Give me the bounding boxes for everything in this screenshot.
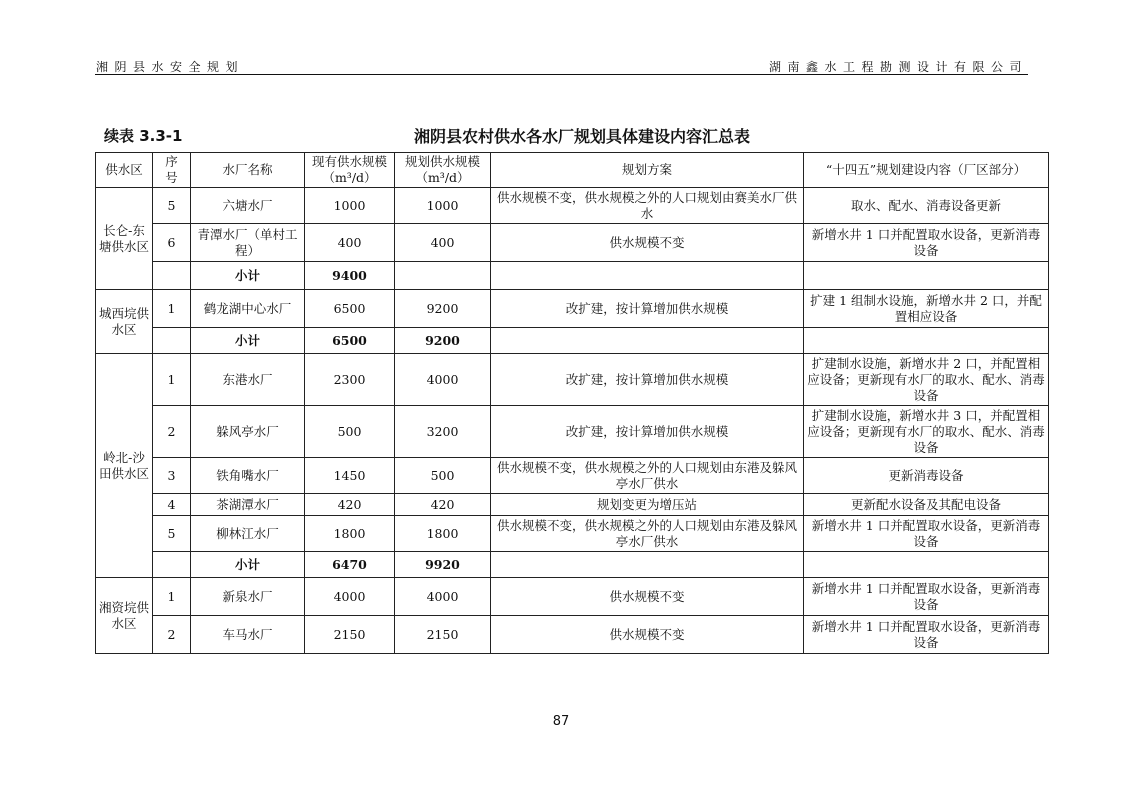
table-row	[96, 290, 1049, 328]
header-plant: 水厂名称	[191, 153, 305, 188]
planned-cell: 4000	[395, 354, 491, 406]
scheme-cell: 供水规模不变	[491, 616, 804, 654]
scheme-cell: 规划变更为增压站	[491, 494, 804, 516]
content-cell: 更新消毒设备	[804, 458, 1049, 494]
table-row	[96, 458, 1049, 494]
subtotal-label: 小计	[191, 552, 305, 578]
header-planned: 规划供水规模（m³/d）	[395, 153, 491, 188]
subtotal-row	[96, 328, 1049, 354]
planned-cell: 2150	[395, 616, 491, 654]
scheme-cell	[491, 328, 804, 354]
plant-cell: 躲风亭水厂	[191, 406, 305, 458]
scheme-cell	[491, 262, 804, 290]
scheme-cell: 供水规模不变	[491, 578, 804, 616]
content-cell: 取水、配水、消毒设备更新	[804, 188, 1049, 224]
scheme-cell: 改扩建，按计算增加供水规模	[491, 290, 804, 328]
seq-cell	[153, 262, 191, 290]
header-seq: 序号	[153, 153, 191, 188]
subtotal-row	[96, 262, 1049, 290]
existing-cell: 6500	[305, 290, 395, 328]
content-cell: 扩建制水设施，新增水井 3 口，并配置相应设备；更新现有水厂的取水、配水、消毒设备	[804, 406, 1049, 458]
seq-cell	[153, 552, 191, 578]
table-row	[96, 616, 1049, 654]
header-scheme: 规划方案	[491, 153, 804, 188]
summary-table	[95, 152, 1049, 654]
plant-cell: 车马水厂	[191, 616, 305, 654]
seq-cell: 6	[153, 224, 191, 262]
table-row	[96, 354, 1049, 406]
content-cell: 更新配水设备及其配电设备	[804, 494, 1049, 516]
seq-cell: 3	[153, 458, 191, 494]
running-header-left: 湘阴县水安全规划	[96, 60, 245, 74]
seq-cell: 5	[153, 516, 191, 552]
existing-cell: 4000	[305, 578, 395, 616]
content-cell: 新增水井 1 口并配置取水设备，更新消毒设备	[804, 516, 1049, 552]
seq-cell: 1	[153, 578, 191, 616]
plant-cell: 东港水厂	[191, 354, 305, 406]
area-cell: 城西垸供水区	[96, 290, 153, 354]
plant-cell: 新泉水厂	[191, 578, 305, 616]
plant-cell: 六塘水厂	[191, 188, 305, 224]
subtotal-label: 小计	[191, 328, 305, 354]
existing-cell: 420	[305, 494, 395, 516]
planned-cell: 500	[395, 458, 491, 494]
existing-cell: 2150	[305, 616, 395, 654]
table-row	[96, 224, 1049, 262]
seq-cell: 5	[153, 188, 191, 224]
scheme-cell: 供水规模不变，供水规模之外的人口规划由东港及躲风亭水厂供水	[491, 516, 804, 552]
planned-cell: 3200	[395, 406, 491, 458]
header-area: 供水区	[96, 153, 153, 188]
existing-cell: 1000	[305, 188, 395, 224]
planned-cell: 1800	[395, 516, 491, 552]
existing-cell: 500	[305, 406, 395, 458]
content-cell: 新增水井 1 口并配置取水设备，更新消毒设备	[804, 578, 1049, 616]
planned-cell: 1000	[395, 188, 491, 224]
running-header-right: 湖南鑫水工程勘测设计有限公司	[768, 60, 1028, 74]
subtotal-planned: 9920	[395, 552, 491, 578]
scheme-cell: 供水规模不变	[491, 224, 804, 262]
plant-cell: 茶湖潭水厂	[191, 494, 305, 516]
content-cell: 新增水井 1 口并配置取水设备，更新消毒设备	[804, 616, 1049, 654]
planned-cell: 420	[395, 494, 491, 516]
subtotal-planned: 9200	[395, 328, 491, 354]
subtotal-existing: 9400	[305, 262, 395, 290]
subtotal-existing: 6500	[305, 328, 395, 354]
scheme-cell: 供水规模不变，供水规模之外的人口规划由东港及躲风亭水厂供水	[491, 458, 804, 494]
subtotal-existing: 6470	[305, 552, 395, 578]
scheme-cell: 改扩建，按计算增加供水规模	[491, 406, 804, 458]
plant-cell: 鹤龙湖中心水厂	[191, 290, 305, 328]
area-cell: 岭北-沙田供水区	[96, 354, 153, 578]
content-cell	[804, 552, 1049, 578]
scheme-cell: 供水规模不变，供水规模之外的人口规划由赛美水厂供水	[491, 188, 804, 224]
content-cell: 扩建 1 组制水设施，新增水井 2 口，并配置相应设备	[804, 290, 1049, 328]
planned-cell: 4000	[395, 578, 491, 616]
table-header-row	[96, 153, 1049, 188]
table-row	[96, 578, 1049, 616]
area-cell: 湘资垸供水区	[96, 578, 153, 654]
table-row	[96, 188, 1049, 224]
plant-cell: 青潭水厂（单村工程）	[191, 224, 305, 262]
existing-cell: 1800	[305, 516, 395, 552]
subtotal-row	[96, 552, 1049, 578]
subtotal-planned	[395, 262, 491, 290]
existing-cell: 400	[305, 224, 395, 262]
seq-cell: 2	[153, 616, 191, 654]
plant-cell: 铁角嘴水厂	[191, 458, 305, 494]
area-cell: 长仑-东塘供水区	[96, 188, 153, 290]
seq-cell	[153, 328, 191, 354]
content-cell: 扩建制水设施，新增水井 2 口，并配置相应设备；更新现有水厂的取水、配水、消毒设备	[804, 354, 1049, 406]
plant-cell: 柳林江水厂	[191, 516, 305, 552]
seq-cell: 1	[153, 290, 191, 328]
table-title: 湘阴县农村供水各水厂规划具体建设内容汇总表	[414, 127, 751, 146]
scheme-cell	[491, 552, 804, 578]
header-rule	[95, 74, 1028, 75]
existing-cell: 2300	[305, 354, 395, 406]
table-row	[96, 406, 1049, 458]
planned-cell: 9200	[395, 290, 491, 328]
content-cell: 新增水井 1 口并配置取水设备，更新消毒设备	[804, 224, 1049, 262]
subtotal-label: 小计	[191, 262, 305, 290]
table-row	[96, 494, 1049, 516]
existing-cell: 1450	[305, 458, 395, 494]
seq-cell: 4	[153, 494, 191, 516]
seq-cell: 2	[153, 406, 191, 458]
scheme-cell: 改扩建，按计算增加供水规模	[491, 354, 804, 406]
content-cell	[804, 328, 1049, 354]
table-number: 续表 3.3-1	[104, 127, 183, 145]
planned-cell: 400	[395, 224, 491, 262]
header-content: “十四五”规划建设内容（厂区部分）	[804, 153, 1049, 188]
seq-cell: 1	[153, 354, 191, 406]
table-row	[96, 516, 1049, 552]
content-cell	[804, 262, 1049, 290]
header-existing: 现有供水规模（m³/d）	[305, 153, 395, 188]
page-number: 87	[552, 714, 570, 729]
